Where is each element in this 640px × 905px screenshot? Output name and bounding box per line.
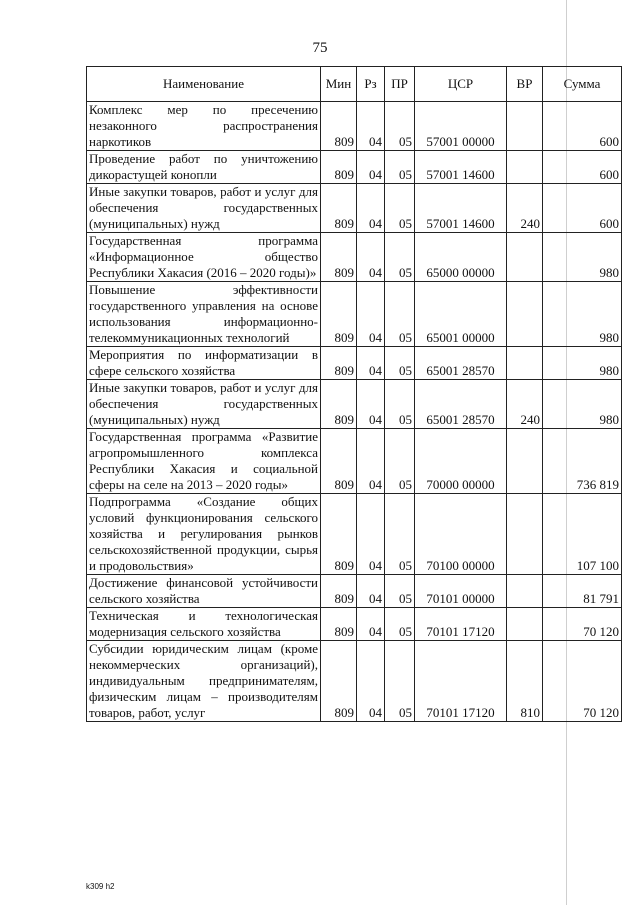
row-sum: 600 <box>543 102 622 151</box>
row-sum: 980 <box>543 380 622 429</box>
row-csr: 70000 00000 <box>415 429 507 494</box>
row-min: 809 <box>321 184 357 233</box>
row-name: Подпрограмма «Создание общих условий функционирования сельского хозяйства и регулирования рынков сельскохозяйственной продукции, сырья и продовольствия» <box>87 494 321 575</box>
row-pr: 05 <box>385 347 415 380</box>
row-sum: 600 <box>543 151 622 184</box>
row-vr <box>507 494 543 575</box>
header-rz: Рз <box>357 67 385 102</box>
header-min: Мин <box>321 67 357 102</box>
row-rz: 04 <box>357 347 385 380</box>
row-pr: 05 <box>385 429 415 494</box>
row-vr <box>507 102 543 151</box>
row-vr <box>507 429 543 494</box>
row-pr: 05 <box>385 233 415 282</box>
row-rz: 04 <box>357 151 385 184</box>
row-pr: 05 <box>385 575 415 608</box>
table-row <box>87 102 622 151</box>
header-name: Наименование <box>87 67 321 102</box>
row-min: 809 <box>321 380 357 429</box>
table-row <box>87 233 622 282</box>
row-name: Субсидии юридическим лицам (кроме некоммерческих организаций), индивидуальным предпринимателям, физическим лицам – производителям товаров, работ, услуг <box>87 641 321 722</box>
row-vr <box>507 575 543 608</box>
row-csr: 57001 14600 <box>415 184 507 233</box>
row-vr <box>507 347 543 380</box>
row-sum: 81 791 <box>543 575 622 608</box>
row-min: 809 <box>321 641 357 722</box>
row-csr: 57001 14600 <box>415 151 507 184</box>
table-row <box>87 429 622 494</box>
table-header-row <box>87 67 622 102</box>
row-sum: 600 <box>543 184 622 233</box>
row-min: 809 <box>321 151 357 184</box>
table-row <box>87 641 622 722</box>
row-rz: 04 <box>357 641 385 722</box>
table-row <box>87 184 622 233</box>
header-csr: ЦСР <box>415 67 507 102</box>
row-pr: 05 <box>385 641 415 722</box>
row-min: 809 <box>321 102 357 151</box>
row-vr: 810 <box>507 641 543 722</box>
row-name: Комплекс мер по пресечению незаконного распространения наркотиков <box>87 102 321 151</box>
row-pr: 05 <box>385 380 415 429</box>
budget-table <box>86 66 622 722</box>
table-row <box>87 608 622 641</box>
row-vr <box>507 151 543 184</box>
table-row <box>87 575 622 608</box>
header-sum: Сумма <box>543 67 622 102</box>
row-csr: 70100 00000 <box>415 494 507 575</box>
row-name: Иные закупки товаров, работ и услуг для обеспечения государственных (муниципальных) нужд <box>87 184 321 233</box>
row-vr: 240 <box>507 184 543 233</box>
row-min: 809 <box>321 347 357 380</box>
row-rz: 04 <box>357 233 385 282</box>
row-sum: 107 100 <box>543 494 622 575</box>
row-csr: 65000 00000 <box>415 233 507 282</box>
table-row <box>87 494 622 575</box>
table-row <box>87 282 622 347</box>
row-csr: 65001 28570 <box>415 380 507 429</box>
row-csr: 70101 17120 <box>415 641 507 722</box>
row-vr <box>507 608 543 641</box>
row-rz: 04 <box>357 184 385 233</box>
row-rz: 04 <box>357 575 385 608</box>
row-rz: 04 <box>357 608 385 641</box>
row-pr: 05 <box>385 282 415 347</box>
row-sum: 70 120 <box>543 608 622 641</box>
row-sum: 70 120 <box>543 641 622 722</box>
row-min: 809 <box>321 575 357 608</box>
row-pr: 05 <box>385 151 415 184</box>
row-vr <box>507 233 543 282</box>
row-name: Мероприятия по информатизации в сфере сельского хозяйства <box>87 347 321 380</box>
footer-code: k309 h2 <box>86 882 115 891</box>
row-min: 809 <box>321 282 357 347</box>
row-rz: 04 <box>357 380 385 429</box>
row-name: Иные закупки товаров, работ и услуг для обеспечения государственных (муниципальных) нужд <box>87 380 321 429</box>
page-number: 75 <box>312 40 328 56</box>
row-pr: 05 <box>385 184 415 233</box>
row-name: Техническая и технологическая модернизация сельского хозяйства <box>87 608 321 641</box>
header-pr: ПР <box>385 67 415 102</box>
row-min: 809 <box>321 608 357 641</box>
table-row <box>87 347 622 380</box>
row-csr: 70101 17120 <box>415 608 507 641</box>
row-name: Государственная программа «Развитие агропромышленного комплекса Республики Хакасия и социальной сферы на селе на 2013 – 2020 годы» <box>87 429 321 494</box>
row-vr: 240 <box>507 380 543 429</box>
row-sum: 980 <box>543 282 622 347</box>
row-sum: 980 <box>543 233 622 282</box>
row-rz: 04 <box>357 429 385 494</box>
row-sum: 736 819 <box>543 429 622 494</box>
row-min: 809 <box>321 233 357 282</box>
row-min: 809 <box>321 494 357 575</box>
row-name: Проведение работ по уничтожению дикорастущей конопли <box>87 151 321 184</box>
row-csr: 65001 28570 <box>415 347 507 380</box>
table-row <box>87 151 622 184</box>
row-rz: 04 <box>357 282 385 347</box>
row-name: Достижение финансовой устойчивости сельского хозяйства <box>87 575 321 608</box>
row-pr: 05 <box>385 494 415 575</box>
row-sum: 980 <box>543 347 622 380</box>
row-csr: 57001 00000 <box>415 102 507 151</box>
header-vr: ВР <box>507 67 543 102</box>
row-pr: 05 <box>385 102 415 151</box>
row-name: Повышение эффективности государственного управления на основе использования информационно-телекоммуникационных технологий <box>87 282 321 347</box>
row-pr: 05 <box>385 608 415 641</box>
row-csr: 65001 00000 <box>415 282 507 347</box>
row-vr <box>507 282 543 347</box>
row-rz: 04 <box>357 494 385 575</box>
row-name: Государственная программа «Информационное общество Республики Хакасия (2016 – 2020 годы)» <box>87 233 321 282</box>
row-rz: 04 <box>357 102 385 151</box>
row-csr: 70101 00000 <box>415 575 507 608</box>
row-min: 809 <box>321 429 357 494</box>
table-row <box>87 380 622 429</box>
